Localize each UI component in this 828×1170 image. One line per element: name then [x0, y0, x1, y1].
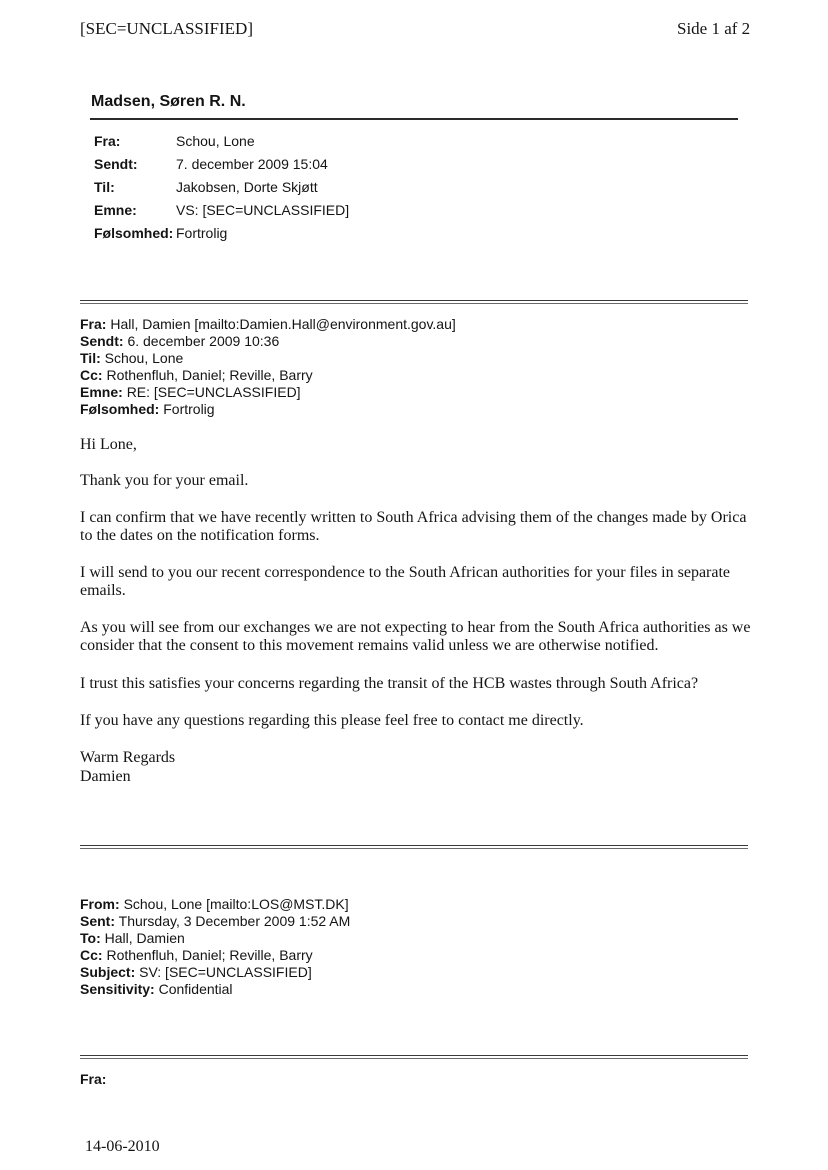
header-value: Rothenfluh, Daniel; Reville, Barry [106, 367, 313, 383]
header-label: Subject: [80, 964, 136, 980]
header-row-to [80, 350, 456, 367]
header-value: Schou, Lone [176, 133, 255, 149]
header-row-sent [80, 913, 350, 930]
header-label: Fra: [94, 133, 121, 149]
header-label: To: [80, 930, 101, 946]
header-row-cc [80, 947, 350, 964]
header-row-from [80, 316, 456, 333]
header-row-sent [80, 333, 456, 350]
body-greeting: Hi Lone, [80, 436, 137, 453]
body-paragraph: I can confirm that we have recently written to South Africa advising them of the changes made by Orica to the dates on the notification forms. [80, 509, 747, 544]
header-row-sensitivity [80, 401, 456, 418]
header-label: From: [80, 896, 120, 912]
header-label: Følsomhed: [94, 225, 174, 241]
message-divider [80, 1055, 748, 1059]
truncated-message-headers [80, 1071, 106, 1088]
header-label: Emne: [94, 202, 137, 218]
header-row-to [80, 930, 350, 947]
header-label: Emne: [80, 384, 123, 400]
header-label: Sendt: [80, 333, 124, 349]
header-value: Hall, Damien [mailto:Damien.Hall@environment.gov.au] [110, 316, 456, 332]
header-row-subject [80, 384, 456, 401]
original-message-headers [80, 896, 350, 998]
header-row-sensitivity [80, 981, 350, 998]
header-value: VS: [SEC=UNCLASSIFIED] [176, 202, 350, 218]
header-label: Følsomhed: [80, 401, 160, 417]
header-row-subject [80, 964, 350, 981]
header-label: Cc: [80, 947, 103, 963]
header-value: Fortrolig [163, 401, 215, 417]
body-paragraph: I trust this satisfies your concerns regarding the transit of the HCB wastes through South Africa? [80, 675, 699, 692]
header-value: 6. december 2009 10:36 [127, 333, 280, 349]
header-value: SV: [SEC=UNCLASSIFIED] [139, 964, 312, 980]
body-paragraph: As you will see from our exchanges we are not expecting to hear from the South Africa authorities as we consider that the consent to this movement remains valid unless we are otherwise notified. [80, 619, 751, 654]
header-label: Sendt: [94, 156, 138, 172]
header-value: Schou, Lone [mailto:LOS@MST.DK] [123, 896, 349, 912]
body-paragraph: I will send to you our recent correspondence to the South African authorities for your files in separate emails. [80, 564, 731, 599]
page-number: Side 1 af 2 [677, 19, 751, 38]
body-signature: Damien [80, 768, 131, 785]
header-value: Thursday, 3 December 2009 1:52 AM [118, 913, 351, 929]
print-date: 14-06-2010 [85, 1138, 160, 1155]
header-label: Cc: [80, 367, 103, 383]
header-label: Fra: [80, 316, 107, 332]
message-divider [80, 845, 748, 849]
body-paragraph: Thank you for your email. [80, 472, 249, 489]
header-label: Til: [80, 350, 101, 366]
header-value: 7. december 2009 15:04 [176, 156, 328, 172]
header-label: Sensitivity: [80, 981, 155, 997]
header-label: Fra: [80, 1071, 107, 1087]
header-value: Rothenfluh, Daniel; Reville, Barry [106, 947, 313, 963]
reply-message-headers [80, 316, 456, 418]
header-value: Confidential [158, 981, 233, 997]
header-row-from [80, 896, 350, 913]
header-row-cc [80, 367, 456, 384]
mailbox-owner: Madsen, Søren R. N. [91, 93, 246, 110]
header-value: Hall, Damien [104, 930, 185, 946]
header-value: RE: [SEC=UNCLASSIFIED] [126, 384, 301, 400]
header-label: Til: [94, 179, 115, 195]
header-value: Fortrolig [176, 225, 228, 241]
message-divider [80, 300, 748, 304]
header-value: Jakobsen, Dorte Skjøtt [176, 179, 318, 195]
header-value: Schou, Lone [104, 350, 184, 366]
header-label: Sent: [80, 913, 115, 929]
body-paragraph: If you have any questions regarding this please feel free to contact me directly. [80, 712, 584, 729]
page-classification: [SEC=UNCLASSIFIED] [80, 19, 253, 38]
body-closing: Warm Regards [80, 749, 176, 766]
owner-divider [90, 118, 738, 120]
